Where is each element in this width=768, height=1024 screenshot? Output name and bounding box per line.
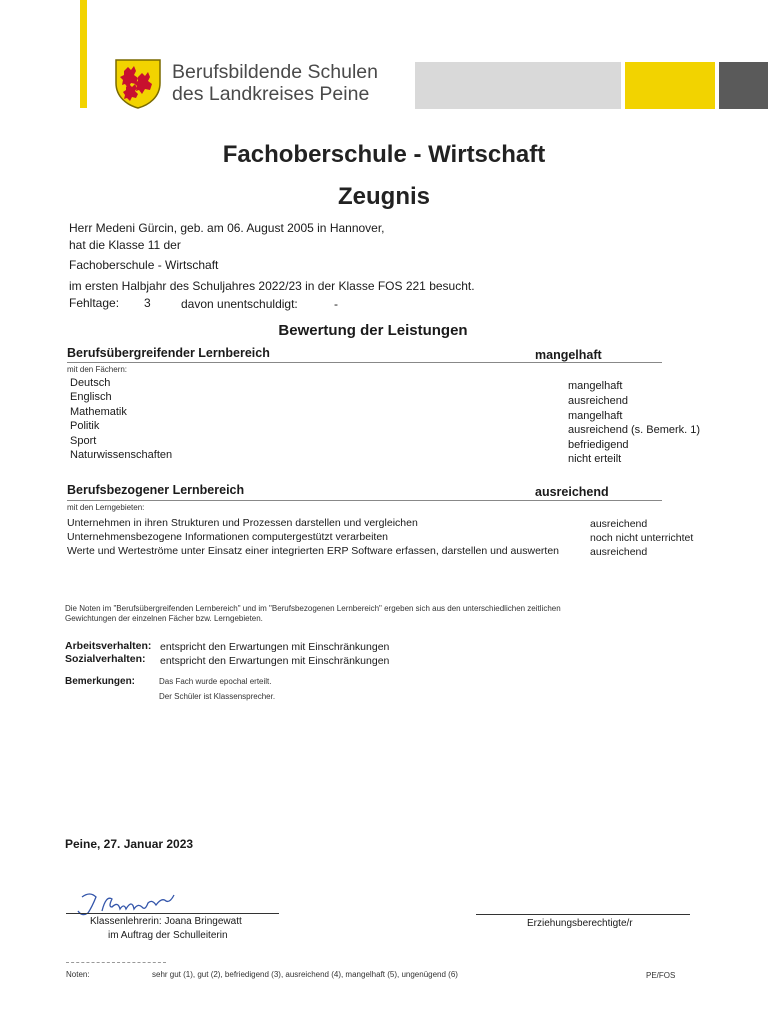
subject-name: Deutsch — [70, 377, 111, 389]
learning-area-grade: ausreichend — [590, 518, 648, 530]
header-accent-bar — [80, 0, 87, 108]
teacher-name: Klassenlehrerin: Joana Bringewatt — [90, 916, 242, 927]
fehltage-value: 3 — [144, 296, 151, 310]
subject-grade: mangelhaft — [568, 410, 623, 422]
learning-area-name: Werte und Werteströme unter Einsatz einer integrierten ERP Software erfassen, darstellen und auswerten — [67, 545, 560, 557]
subject-grade: nicht erteilt — [568, 453, 622, 465]
section2-subtitle: mit den Lerngebieten: — [67, 503, 145, 512]
arbeitsverhalten-value: entspricht den Erwartungen mit Einschränkungen — [160, 641, 390, 653]
subject-grade: ausreichend — [568, 395, 628, 407]
grading-note-line1: Die Noten im "Berufsübergreifenden Lernbereich" und im "Berufsbezogenen Lernbereich" ergeben sich aus den unterschiedlichen zeitlichen — [65, 604, 561, 613]
subject-name: Naturwissenschaften — [70, 449, 173, 461]
remark-line1: Das Fach wurde epochal erteilt. — [159, 677, 272, 686]
student-line-3: Fachoberschule - Wirtschaft — [69, 258, 219, 272]
teacher-signature-line — [66, 913, 279, 914]
guardian-label: Erziehungsberechtigte/r — [527, 918, 633, 929]
learning-area-name: Unternehmen in ihren Strukturen und Prozessen darstellen und vergleichen — [67, 517, 418, 529]
fehltage-label: Fehltage: — [69, 296, 120, 310]
learning-area-grade: ausreichend — [590, 546, 648, 558]
section1-title: Berufsübergreifender Lernbereich — [67, 346, 270, 360]
student-line-4: im ersten Halbjahr des Schuljahres 2022/23 in der Klasse FOS 221 besucht. — [69, 279, 475, 293]
school-name-line1: Berufsbildende Schulen — [172, 61, 378, 83]
school-name — [172, 61, 378, 105]
header-grey-bar — [415, 62, 621, 109]
subject-name: Mathematik — [70, 406, 127, 418]
document-title: Fachoberschule - Wirtschaft — [222, 141, 546, 168]
teacher-role: im Auftrag der Schulleiterin — [108, 930, 228, 941]
section2-grade: ausreichend — [535, 485, 609, 499]
section1-grade: mangelhaft — [535, 348, 602, 362]
subject-grade: befriedigend — [568, 439, 629, 451]
remarks-label: Bemerkungen: — [65, 676, 136, 687]
subject-grade: mangelhaft — [568, 380, 623, 392]
evaluation-heading: Bewertung der Leistungen — [278, 322, 468, 339]
section2-rule — [67, 500, 662, 501]
learning-area-name: Unternehmensbezogene Informationen computergestützt verarbeiten — [67, 531, 389, 543]
document-code: PE/FOS — [646, 971, 676, 980]
subject-name: Politik — [70, 420, 100, 432]
grading-note-line2: Gewichtungen der einzelnen Fächer bzw. Lerngebieten. — [65, 614, 263, 623]
school-name-line2: des Landkreises Peine — [172, 83, 370, 105]
teacher-signature — [72, 889, 212, 919]
coat-of-arms-logo — [113, 57, 163, 109]
document-subtitle: Zeugnis — [337, 183, 430, 210]
learning-area-grade: noch nicht unterrichtet — [590, 532, 694, 544]
section2-title: Berufsbezogener Lernbereich — [67, 483, 245, 497]
sozialverhalten-value: entspricht den Erwartungen mit Einschränkungen — [160, 655, 390, 667]
header-yellow-bar — [625, 62, 715, 109]
footer-rule — [66, 962, 166, 963]
arbeitsverhalten-label: Arbeitsverhalten: — [65, 640, 152, 652]
section1-rule — [67, 362, 662, 363]
sozialverhalten-label: Sozialverhalten: — [65, 653, 146, 665]
remark-line2: Der Schüler ist Klassensprecher. — [159, 692, 276, 701]
place-date: Peine, 27. Januar 2023 — [65, 837, 194, 851]
grading-scale: sehr gut (1), gut (2), befriedigend (3), ausreichend (4), mangelhaft (5), ungenügend (6) — [152, 970, 458, 979]
subject-name: Englisch — [70, 391, 112, 403]
student-line-1: Herr Medeni Gürcin, geb. am 06. August 2005 in Hannover, — [69, 221, 385, 235]
header-dark-bar — [719, 62, 768, 109]
student-line-2: hat die Klasse 11 der — [69, 238, 181, 252]
section1-subtitle: mit den Fächern: — [67, 365, 128, 374]
guardian-signature-line — [476, 914, 690, 915]
unentschuldigt-label: davon unentschuldigt: — [181, 297, 298, 311]
subject-grade: ausreichend (s. Bemerk. 1) — [568, 424, 701, 436]
footer-label: Noten: — [66, 970, 90, 979]
unentschuldigt-value: - — [334, 297, 338, 311]
subject-name: Sport — [70, 435, 97, 447]
